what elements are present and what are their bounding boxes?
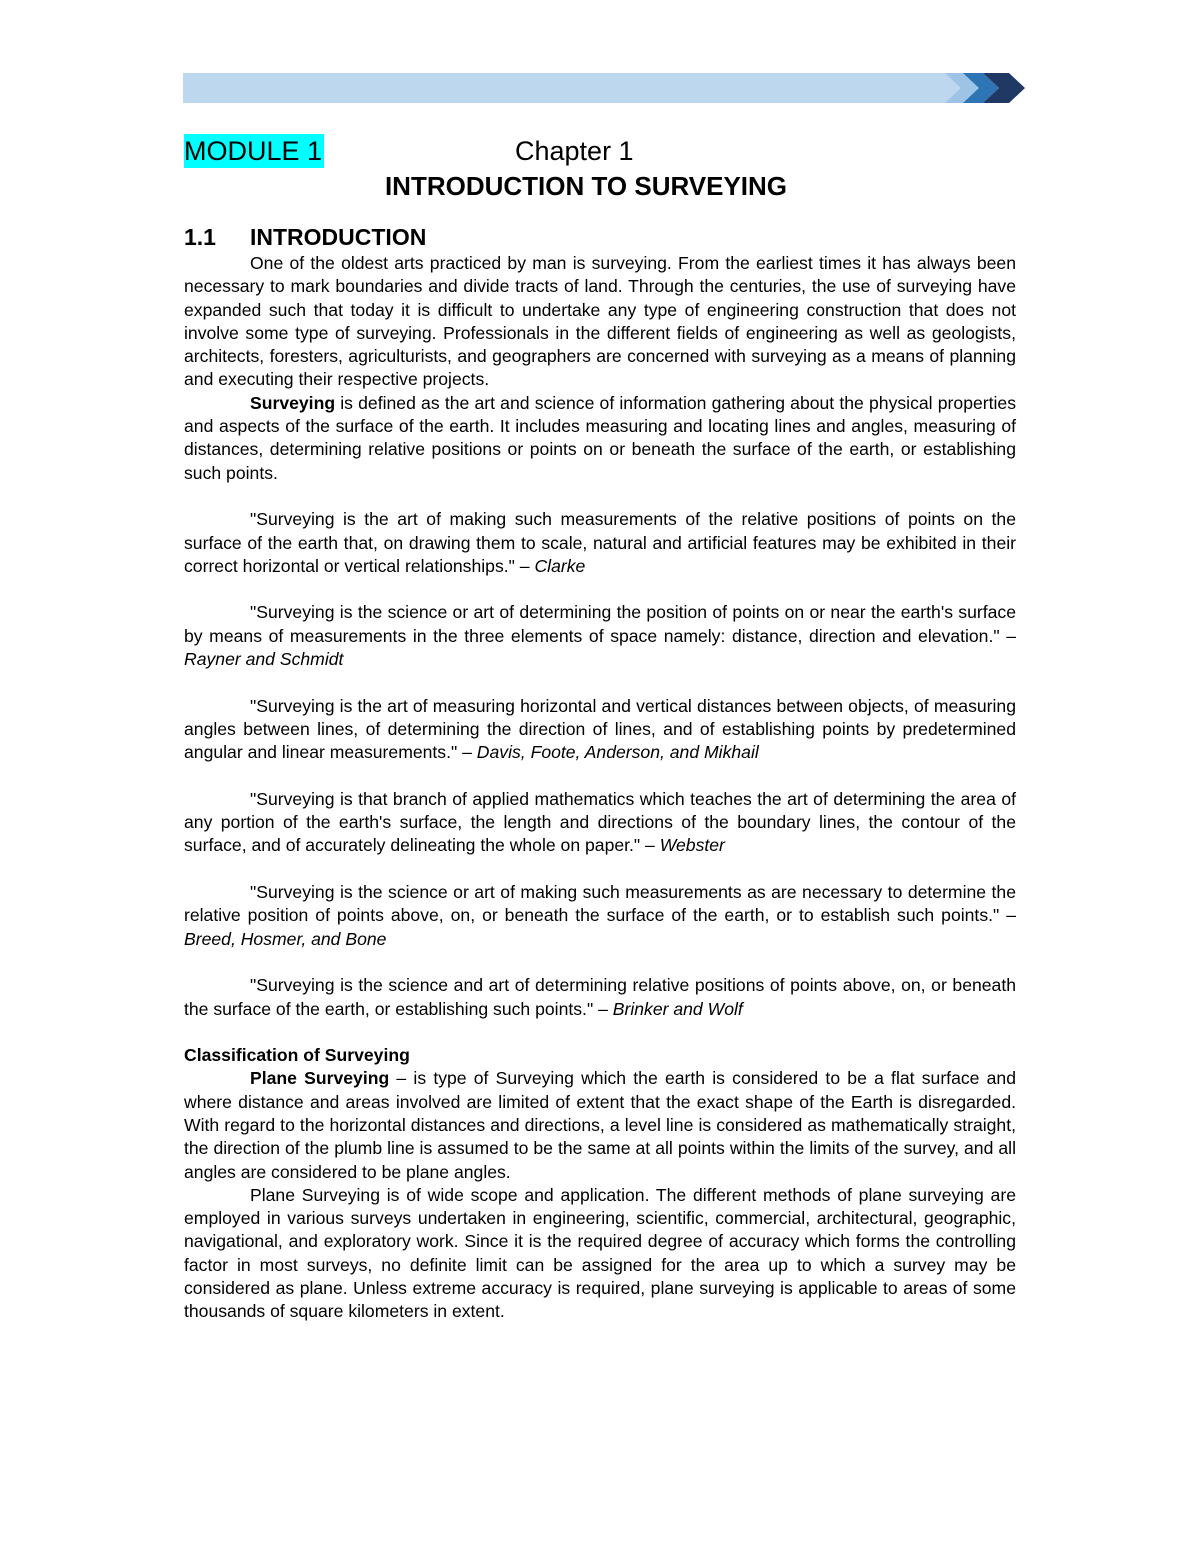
header-band-bar [183, 73, 983, 103]
definition-paragraph [184, 392, 1016, 485]
quote-author: Davis, Foote, Anderson, and Mikhail [476, 742, 759, 763]
section-heading [184, 222, 1016, 252]
title-row [184, 134, 1016, 168]
module-label: MODULE 1 [184, 136, 323, 166]
quote-paragraph [184, 974, 1016, 1021]
intro-paragraph: One of the oldest arts practiced by man is surveying. From the earliest times it has always been necessary to mark boundaries and divide tracts of land. Through the centuries, the use of surveying have expanded such that today it is difficult to undertake any type of engineering construction that does not involve some type of surveying. Professionals in the different fields of engineering as well as geologists, architects, foresters, agriculturists, and geographers are concerned with surveying as a means of planning and executing their respective projects. [184, 253, 1016, 390]
quote-text: "Surveying is the art of measuring horizontal and vertical distances between objects, of measuring angles between lines, of determining the direction of lines, and of establishing points by predetermined angular and linear measurements." – [184, 695, 1016, 763]
quote-paragraph [184, 601, 1016, 671]
plane-surveying-paragraph [184, 1067, 1016, 1183]
plane-surveying-scope-paragraph: Plane Surveying is of wide scope and application. The different methods of plane surveying are employed in various surveys undertaken in engineering, scientific, commercial, architectural, geographic, navigational, and exploratory work. Since it is the required degree of accuracy which forms the controlling factor in most surveys, no definite limit can be assigned for the area up to which a survey may be considered as plane. Unless extreme accuracy is required, plane surveying is applicable to areas of some thousands of square kilometers in extent. [184, 1184, 1016, 1322]
document-body [184, 134, 1016, 1324]
definition-term: Surveying [250, 392, 336, 413]
chapter-label: Chapter 1 [515, 136, 634, 166]
header-chevron-banner [183, 73, 1025, 103]
page-title: INTRODUCTION TO SURVEYING [384, 171, 788, 201]
quote-text: "Surveying is that branch of applied mathematics which teaches the art of determining the area of any portion of the earth's surface, the length and directions of the boundary lines, the contour of the surface, and of accurately delineating the whole on paper." – [184, 788, 1016, 856]
header-decoration-band [183, 73, 1025, 103]
quote-author: Breed, Hosmer, and Bone [184, 928, 387, 949]
quote-paragraph [184, 788, 1016, 858]
section-title: INTRODUCTION [250, 224, 427, 250]
quote-text: "Surveying is the science and art of determining relative positions of points above, on, or beneath the surface of the earth, or establishing such points." – [184, 975, 1016, 1019]
quote-author: Rayner and Schmidt [184, 649, 344, 670]
classification-heading: Classification of Surveying [184, 1045, 410, 1066]
quote-text: "Surveying is the science or art of determining the position of points on or near the earth's surface by means of measurements in the three elements of space namely: distance, direction and elevation." – [184, 602, 1016, 646]
quote-author: Brinker and Wolf [612, 998, 743, 1019]
section-number: 1.1 [184, 224, 216, 250]
plane-surveying-text: – is type of Surveying which the earth is considered to be a flat surface and where distance and areas involved are limited of extent that the exact shape of the Earth is disregarded. With regard to the horizontal distances and directions, a level line is considered as mathematically straight, the direction of the plumb line is assumed to be the same at all points within the limits of the survey, and all angles are considered to be plane angles. [184, 1068, 1016, 1182]
quote-text: "Surveying is the art of making such measurements of the relative positions of points on the surface of the earth that, on drawing them to scale, natural and artificial features may be exhibited in their correct horizontal or vertical relationships." – [184, 509, 1016, 576]
quote-author: Webster [659, 835, 725, 856]
quote-text: "Surveying is the science or art of making such measurements as are necessary to determine the relative position of points above, on, or beneath the surface of the earth, or to establish such points." – [184, 882, 1016, 926]
quote-paragraph [184, 881, 1016, 951]
plane-surveying-term: Plane Surveying [250, 1068, 390, 1089]
quote-paragraph [184, 695, 1016, 765]
quote-author: Clarke [534, 555, 586, 576]
definition-text: is defined as the art and science of information gathering about the physical properties and aspects of the surface of the earth. It includes measuring and locating lines and angles, measuring of distances, determining relative positions or points on or beneath the surface of the earth, or establishing such points. [184, 392, 1016, 483]
quote-paragraph [184, 508, 1016, 578]
